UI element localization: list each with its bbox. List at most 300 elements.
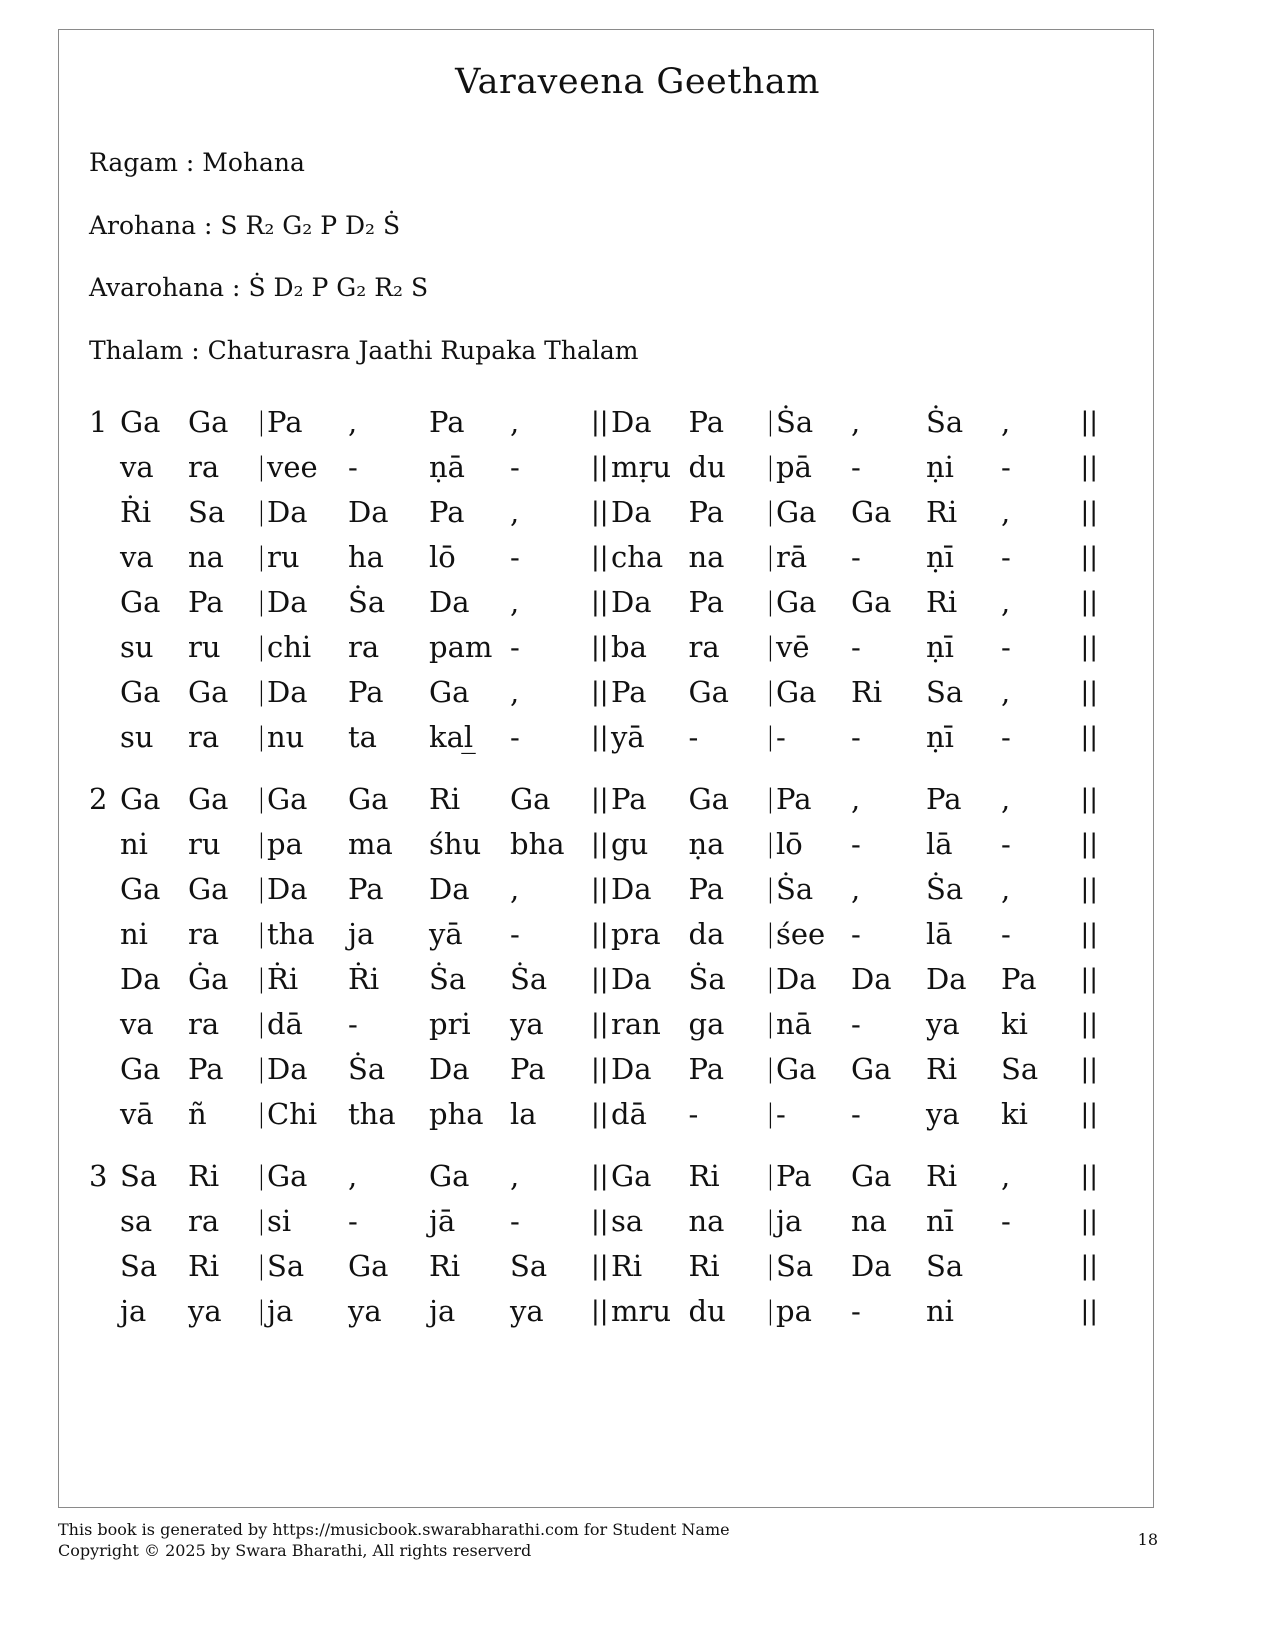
note-token: Ga bbox=[120, 675, 161, 709]
note-token: Ṡa bbox=[429, 962, 467, 996]
beat-group bbox=[267, 625, 591, 670]
beat-group bbox=[267, 445, 591, 490]
beat-group bbox=[120, 1289, 257, 1334]
single-bar: | bbox=[766, 964, 775, 994]
double-bar: || bbox=[591, 722, 609, 752]
note-token: ha bbox=[348, 540, 384, 574]
note-token: Ṡa bbox=[510, 962, 548, 996]
note-token: - bbox=[348, 450, 358, 484]
single-bar: | bbox=[257, 587, 266, 617]
note-token: - bbox=[1001, 917, 1011, 951]
double-bar: || bbox=[591, 1206, 609, 1236]
note-token: vā bbox=[120, 1097, 154, 1131]
beat-group bbox=[120, 535, 257, 580]
beat-group bbox=[776, 1092, 1078, 1137]
note-token: Sa bbox=[926, 1249, 964, 1283]
note-token: ki bbox=[1001, 1097, 1028, 1131]
note-token: vē bbox=[776, 630, 810, 664]
note-token: Ri bbox=[429, 782, 461, 816]
double-bar: || bbox=[591, 587, 609, 617]
note-token: Da bbox=[611, 495, 652, 529]
beat-group bbox=[267, 1244, 591, 1289]
beat-group bbox=[120, 1092, 257, 1137]
beat-group bbox=[611, 1047, 766, 1092]
beat-group bbox=[267, 1199, 591, 1244]
sahitya-row bbox=[89, 1199, 1099, 1244]
note-token: Da bbox=[851, 962, 892, 996]
note-token: Ṡa bbox=[776, 405, 814, 439]
note-token: Da bbox=[429, 872, 470, 906]
note-token: Ga bbox=[688, 782, 729, 816]
single-bar: | bbox=[766, 1009, 775, 1039]
beat-group bbox=[120, 957, 257, 1002]
note-token: ba bbox=[611, 630, 647, 664]
note-token: , bbox=[1001, 405, 1011, 439]
beat-group bbox=[267, 580, 591, 625]
note-token: - bbox=[688, 720, 699, 754]
note-token: Pa bbox=[429, 495, 465, 529]
note-token: Da bbox=[267, 585, 308, 619]
note-token: ja bbox=[267, 1294, 294, 1328]
note-token: Pa bbox=[429, 405, 465, 439]
note-token: lō bbox=[429, 540, 456, 574]
note-token: , bbox=[1001, 495, 1011, 529]
sahitya-row bbox=[89, 822, 1099, 867]
note-token: mṛu bbox=[611, 450, 672, 484]
note-token: Ṙi bbox=[267, 962, 299, 996]
note-token: - bbox=[851, 1294, 861, 1328]
beat-group bbox=[611, 670, 766, 715]
beat-group bbox=[611, 400, 766, 445]
note-token: Ga bbox=[776, 495, 817, 529]
note-token: Chi bbox=[267, 1097, 318, 1131]
note-token: , bbox=[1001, 675, 1011, 709]
single-bar: | bbox=[766, 632, 775, 662]
beat-group bbox=[776, 535, 1078, 580]
note-token: pra bbox=[611, 917, 661, 951]
note-token: Da bbox=[851, 1249, 892, 1283]
note-token: Pa bbox=[188, 585, 224, 619]
note-token: , bbox=[348, 405, 358, 439]
beat-group bbox=[120, 822, 257, 867]
beat-group bbox=[267, 400, 591, 445]
note-token: ya bbox=[348, 1294, 382, 1328]
note-token: ra bbox=[188, 917, 220, 951]
beat-group bbox=[120, 1047, 257, 1092]
double-bar: || bbox=[1080, 874, 1098, 904]
note-token: Da bbox=[926, 962, 967, 996]
note-token: ru bbox=[267, 540, 300, 574]
arohana-label: Arohana bbox=[89, 211, 197, 240]
avarohana-line bbox=[89, 273, 428, 302]
note-token: - bbox=[851, 540, 861, 574]
note-token: Ga bbox=[776, 585, 817, 619]
beat-group bbox=[611, 1289, 766, 1334]
note-token: - bbox=[510, 917, 520, 951]
note-token: - bbox=[1001, 630, 1011, 664]
beat-group bbox=[120, 670, 257, 715]
note-token: , bbox=[851, 405, 861, 439]
swara-row bbox=[89, 400, 1099, 445]
note-token: ṇī bbox=[926, 720, 954, 754]
double-bar: || bbox=[1080, 722, 1098, 752]
note-token: Pa bbox=[188, 1052, 224, 1086]
double-bar: || bbox=[591, 407, 609, 437]
note-token: Ri bbox=[926, 585, 958, 619]
footer bbox=[58, 1519, 730, 1561]
single-bar: | bbox=[766, 407, 775, 437]
note-token: ta bbox=[348, 720, 377, 754]
single-bar: | bbox=[766, 784, 775, 814]
beat-group bbox=[776, 777, 1078, 822]
note-token: - bbox=[688, 1097, 699, 1131]
note-token: Ri bbox=[926, 1159, 958, 1193]
note-token: - bbox=[1001, 450, 1011, 484]
note-token: Da bbox=[611, 1052, 652, 1086]
note-token: Pa bbox=[688, 872, 724, 906]
double-bar: || bbox=[591, 542, 609, 572]
beat-group bbox=[267, 1092, 591, 1137]
note-token: ya bbox=[510, 1294, 544, 1328]
beat-group bbox=[267, 957, 591, 1002]
single-bar: | bbox=[766, 1099, 775, 1129]
note-token: - bbox=[348, 1204, 358, 1238]
beat-group bbox=[611, 822, 766, 867]
notation-table bbox=[89, 400, 1099, 1351]
footer-generated-note: This book is generated by https://musicbook.swarabharathi.com for Student Name bbox=[58, 1520, 730, 1539]
note-token: Ri bbox=[688, 1249, 720, 1283]
note-token: ki bbox=[1001, 1007, 1028, 1041]
note-token: la bbox=[510, 1097, 537, 1131]
single-bar: | bbox=[257, 1206, 266, 1236]
note-token: ru bbox=[188, 630, 221, 664]
double-bar: || bbox=[1080, 677, 1098, 707]
single-bar: | bbox=[257, 542, 266, 572]
separator: : bbox=[191, 336, 200, 365]
beat-group bbox=[776, 1244, 1078, 1289]
note-token: Da bbox=[611, 962, 652, 996]
note-token: ra bbox=[688, 630, 720, 664]
beat-group bbox=[776, 1199, 1078, 1244]
beat-group bbox=[776, 715, 1078, 760]
beat-group bbox=[776, 445, 1078, 490]
note-token: Ga bbox=[851, 1159, 892, 1193]
note-token: nu bbox=[267, 720, 305, 754]
double-bar: || bbox=[591, 1251, 609, 1281]
note-token: ra bbox=[188, 450, 220, 484]
note-token: - bbox=[776, 720, 786, 754]
note-token: gu bbox=[611, 827, 649, 861]
single-bar: | bbox=[766, 497, 775, 527]
single-bar: | bbox=[257, 632, 266, 662]
beat-group bbox=[776, 1047, 1078, 1092]
single-bar: | bbox=[257, 1099, 266, 1129]
beat-group bbox=[776, 1154, 1078, 1199]
swara-row bbox=[89, 777, 1099, 822]
footer-copyright: Copyright © 2025 by Swara Bharathi, All rights reserverd bbox=[58, 1541, 532, 1560]
note-token: Ṡa bbox=[926, 872, 964, 906]
beat-group bbox=[611, 912, 766, 957]
double-bar: || bbox=[591, 874, 609, 904]
beat-group bbox=[267, 670, 591, 715]
single-bar: | bbox=[766, 874, 775, 904]
note-token: ran bbox=[611, 1007, 661, 1041]
note-token: Ga bbox=[348, 782, 389, 816]
note-token: pha bbox=[429, 1097, 484, 1131]
note-token: ya bbox=[510, 1007, 544, 1041]
note-token: ya bbox=[188, 1294, 222, 1328]
note-token: Da bbox=[429, 585, 470, 619]
note-token: ru bbox=[188, 827, 221, 861]
note-token: śee bbox=[776, 917, 826, 951]
single-bar: | bbox=[766, 677, 775, 707]
note-token: bha bbox=[510, 827, 565, 861]
beat-group bbox=[120, 777, 257, 822]
note-token: ṇī bbox=[926, 630, 954, 664]
note-token: - bbox=[510, 1204, 520, 1238]
double-bar: || bbox=[591, 829, 609, 859]
single-bar: | bbox=[766, 542, 775, 572]
swara-row bbox=[89, 1244, 1099, 1289]
note-token: ja bbox=[120, 1294, 147, 1328]
note-token: ra bbox=[188, 1204, 220, 1238]
single-bar: | bbox=[766, 1054, 775, 1084]
note-token: , bbox=[510, 1159, 520, 1193]
note-token: du bbox=[688, 1294, 726, 1328]
note-token: Da bbox=[611, 405, 652, 439]
sahitya-row bbox=[89, 535, 1099, 580]
note-token: Ga bbox=[120, 872, 161, 906]
double-bar: || bbox=[1080, 1054, 1098, 1084]
beat-group bbox=[776, 400, 1078, 445]
note-token: ni bbox=[120, 827, 148, 861]
beat-group bbox=[267, 1289, 591, 1334]
note-token: ra bbox=[348, 630, 380, 664]
note-token: tha bbox=[267, 917, 315, 951]
note-token: Ga bbox=[188, 872, 229, 906]
note-token: Sa bbox=[926, 675, 964, 709]
note-token: Da bbox=[267, 872, 308, 906]
double-bar: || bbox=[591, 1296, 609, 1326]
note-token: Pa bbox=[688, 495, 724, 529]
swara-row bbox=[89, 1047, 1099, 1092]
note-token: Ga bbox=[851, 1052, 892, 1086]
note-token: , bbox=[851, 872, 861, 906]
single-bar: | bbox=[257, 874, 266, 904]
beat-group bbox=[267, 822, 591, 867]
note-token: chi bbox=[267, 630, 312, 664]
note-token: , bbox=[1001, 782, 1011, 816]
note-token: Da bbox=[348, 495, 389, 529]
double-bar: || bbox=[591, 677, 609, 707]
beat-group bbox=[120, 400, 257, 445]
swara-row bbox=[89, 580, 1099, 625]
note-token: Da bbox=[611, 585, 652, 619]
note-token: Pa bbox=[348, 872, 384, 906]
note-token: Ga bbox=[120, 585, 161, 619]
beat-group bbox=[611, 490, 766, 535]
note-token: Ga bbox=[120, 405, 161, 439]
thalam-label: Thalam bbox=[89, 336, 184, 365]
beat-group bbox=[776, 867, 1078, 912]
section-number: 3 bbox=[89, 1159, 108, 1193]
note-token: na bbox=[688, 1204, 725, 1238]
note-token: Pa bbox=[1001, 962, 1037, 996]
note-token: , bbox=[510, 675, 520, 709]
single-bar: | bbox=[257, 407, 266, 437]
note-token: , bbox=[1001, 872, 1011, 906]
double-bar: || bbox=[1080, 964, 1098, 994]
separator: : bbox=[232, 273, 241, 302]
double-bar: || bbox=[1080, 497, 1098, 527]
single-bar: | bbox=[766, 722, 775, 752]
beat-group bbox=[776, 957, 1078, 1002]
note-token: na bbox=[688, 540, 725, 574]
beat-group bbox=[120, 1199, 257, 1244]
double-bar: || bbox=[591, 784, 609, 814]
note-token: rā bbox=[776, 540, 808, 574]
page-number: 18 bbox=[1137, 1530, 1158, 1549]
note-token: pa bbox=[267, 827, 303, 861]
note-token: lā bbox=[926, 917, 953, 951]
beat-group bbox=[611, 580, 766, 625]
note-token: Da bbox=[776, 962, 817, 996]
beat-group bbox=[611, 1092, 766, 1137]
beat-group bbox=[611, 777, 766, 822]
note-token: Ga bbox=[120, 1052, 161, 1086]
single-bar: | bbox=[257, 919, 266, 949]
beat-group bbox=[776, 912, 1078, 957]
double-bar: || bbox=[1080, 632, 1098, 662]
double-bar: || bbox=[1080, 1009, 1098, 1039]
separator: : bbox=[185, 148, 195, 177]
beat-group bbox=[267, 1047, 591, 1092]
note-token: - bbox=[851, 1097, 861, 1131]
beat-group bbox=[120, 625, 257, 670]
swara-row bbox=[89, 867, 1099, 912]
note-token bbox=[1001, 1244, 1076, 1289]
note-token: lō bbox=[776, 827, 803, 861]
note-token: cha bbox=[611, 540, 664, 574]
note-token: śhu bbox=[429, 827, 482, 861]
beat-group bbox=[120, 867, 257, 912]
double-bar: || bbox=[1080, 542, 1098, 572]
beat-group bbox=[611, 867, 766, 912]
note-token: Ga bbox=[348, 1249, 389, 1283]
note-token: Ga bbox=[776, 1052, 817, 1086]
double-bar: || bbox=[591, 497, 609, 527]
note-token: Pa bbox=[267, 405, 303, 439]
note-token: si bbox=[267, 1204, 292, 1238]
note-token: Sa bbox=[188, 495, 226, 529]
note-token: , bbox=[510, 495, 520, 529]
note-token: vee bbox=[267, 450, 318, 484]
note-token: - bbox=[1001, 720, 1011, 754]
note-token: du bbox=[688, 450, 726, 484]
double-bar: || bbox=[1080, 1099, 1098, 1129]
single-bar: | bbox=[257, 497, 266, 527]
beat-group bbox=[120, 912, 257, 957]
note-token: - bbox=[1001, 827, 1011, 861]
note-token: Ga bbox=[851, 585, 892, 619]
note-token: pri bbox=[429, 1007, 471, 1041]
beat-group bbox=[611, 1244, 766, 1289]
single-bar: | bbox=[257, 1161, 266, 1191]
note-token: sa bbox=[611, 1204, 644, 1238]
note-token: dā bbox=[267, 1007, 303, 1041]
single-bar: | bbox=[766, 452, 775, 482]
note-token: Ga bbox=[776, 675, 817, 709]
beat-group bbox=[611, 625, 766, 670]
note-token bbox=[1001, 1289, 1076, 1334]
beat-group bbox=[267, 867, 591, 912]
note-token: nī bbox=[926, 1204, 954, 1238]
ragam-value: Mohana bbox=[202, 148, 305, 177]
note-token: ja bbox=[429, 1294, 456, 1328]
note-token: ñ bbox=[188, 1097, 207, 1131]
single-bar: | bbox=[257, 722, 266, 752]
sahitya-row bbox=[89, 1002, 1099, 1047]
note-token: Pa bbox=[611, 675, 647, 709]
beat-group bbox=[120, 445, 257, 490]
double-bar: || bbox=[591, 452, 609, 482]
beat-group bbox=[120, 1002, 257, 1047]
thalam-line bbox=[89, 336, 638, 365]
note-token: Ga bbox=[267, 782, 308, 816]
note-token: ra bbox=[188, 1007, 220, 1041]
sahitya-row bbox=[89, 445, 1099, 490]
beat-group bbox=[120, 715, 257, 760]
arohana-value: S R₂ G₂ P D₂ Ṡ bbox=[220, 211, 401, 240]
notation-section bbox=[89, 1154, 1099, 1334]
single-bar: | bbox=[257, 784, 266, 814]
beat-group bbox=[776, 1289, 1078, 1334]
beat-group bbox=[120, 1244, 257, 1289]
ragam-line bbox=[89, 148, 305, 177]
note-token: ja bbox=[776, 1204, 803, 1238]
double-bar: || bbox=[591, 964, 609, 994]
beat-group bbox=[267, 1154, 591, 1199]
note-token: Ṙi bbox=[348, 962, 380, 996]
note-token: - bbox=[510, 720, 520, 754]
note-token: Ṡa bbox=[776, 872, 814, 906]
beat-group bbox=[611, 1002, 766, 1047]
note-token: , bbox=[510, 872, 520, 906]
avarohana-label: Avarohana bbox=[89, 273, 225, 302]
note-token: , bbox=[851, 782, 861, 816]
note-token: na bbox=[851, 1204, 887, 1238]
single-bar: | bbox=[766, 1161, 775, 1191]
note-token: su bbox=[120, 720, 154, 754]
note-token: - bbox=[510, 540, 520, 574]
sahitya-row bbox=[89, 1289, 1099, 1334]
ragam-label: Ragam bbox=[89, 148, 178, 177]
note-token: pam bbox=[429, 630, 493, 664]
double-bar: || bbox=[1080, 784, 1098, 814]
section-number: 2 bbox=[89, 782, 108, 816]
note-token: ni bbox=[120, 917, 148, 951]
beat-group bbox=[776, 625, 1078, 670]
beat-group bbox=[611, 1154, 766, 1199]
beat-group bbox=[776, 822, 1078, 867]
note-token: - bbox=[851, 827, 861, 861]
note-token: , bbox=[1001, 1159, 1011, 1193]
note-token: ya bbox=[926, 1097, 960, 1131]
note-token: Pa bbox=[926, 782, 962, 816]
beat-group bbox=[776, 490, 1078, 535]
note-token: - bbox=[776, 1097, 786, 1131]
double-bar: || bbox=[1080, 1206, 1098, 1236]
